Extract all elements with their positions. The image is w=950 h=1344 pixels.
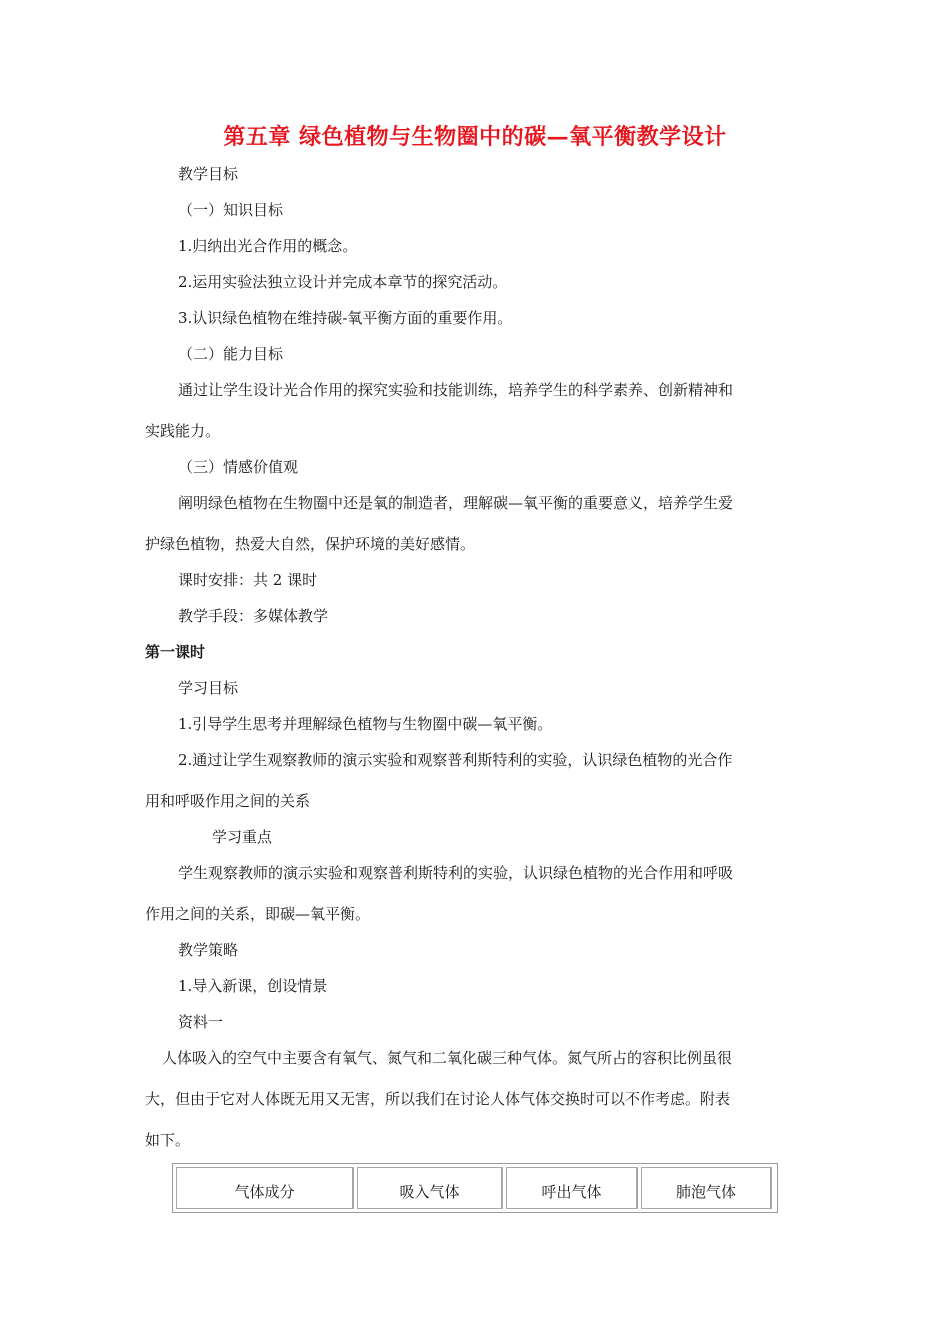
gas-composition-table [172,1163,778,1213]
heading-teaching-goals: 教学目标 [178,165,239,183]
knowledge-goal-1: 1.归纳出光合作用的概念。 [178,237,358,255]
table-header-inhaled-gas: 吸入气体 [357,1167,503,1209]
knowledge-goal-2: 2.运用实验法独立设计并完成本章节的探究活动。 [178,273,508,291]
strategy-step-1: 1.导入新课，创设情景 [178,977,328,995]
heading-material-1: 资料一 [178,1013,224,1031]
emotion-text-line2: 护绿色植物，热爱大自然，保护环境的美好感情。 [145,535,476,553]
schedule-text: 课时安排：共 2 课时 [178,571,318,589]
material-1-line3: 如下。 [145,1131,191,1149]
learning-focus-line2: 作用之间的关系，即碳—氧平衡。 [145,905,371,923]
subheading-emotion-values: （三）情感价值观 [178,458,299,476]
learning-goal-1: 1.引导学生思考并理解绿色植物与生物圈中碳—氧平衡。 [178,715,553,733]
table-header-exhaled-gas: 呼出气体 [506,1167,638,1209]
subheading-knowledge-goals: （一）知识目标 [178,201,284,219]
material-1-line1: 人体吸入的空气中主要含有氧气、氮气和二氧化碳三种气体。氮气所占的容积比例虽很 [162,1049,733,1067]
emotion-text-line1: 阐明绿色植物在生物圈中还是氧的制造者，理解碳—氧平衡的重要意义，培养学生爱 [178,494,734,512]
table-header-gas-component: 气体成分 [176,1167,354,1209]
heading-learning-focus: 学习重点 [212,828,273,846]
learning-focus-line1: 学生观察教师的演示实验和观察普利斯特利的实验，认识绿色植物的光合作用和呼吸 [178,864,734,882]
material-1-line2: 大，但由于它对人体既无用又无害，所以我们在讨论人体气体交换时可以不作考虑。附表 [145,1090,731,1108]
table-header-alveolar-gas: 肺泡气体 [641,1167,772,1209]
learning-goal-2-line1: 2.通过让学生观察教师的演示实验和观察普利斯特利的实验，认识绿色植物的光合作 [178,751,733,769]
heading-learning-goals: 学习目标 [178,679,239,697]
subheading-ability-goals: （二）能力目标 [178,345,284,363]
knowledge-goal-3: 3.认识绿色植物在维持碳-氧平衡方面的重要作用。 [178,309,513,327]
ability-goal-text-line2: 实践能力。 [145,422,221,440]
heading-first-lesson: 第一课时 [145,643,206,661]
teaching-means-text: 教学手段：多媒体教学 [178,607,329,625]
ability-goal-text-line1: 通过让学生设计光合作用的探究实验和技能训练，培养学生的科学素养、创新精神和 [178,381,734,399]
document-title: 第五章 绿色植物与生物圈中的碳—氧平衡教学设计 [223,124,727,150]
learning-goal-2-line2: 用和呼吸作用之间的关系 [145,792,311,810]
heading-teaching-strategy: 教学策略 [178,941,239,959]
